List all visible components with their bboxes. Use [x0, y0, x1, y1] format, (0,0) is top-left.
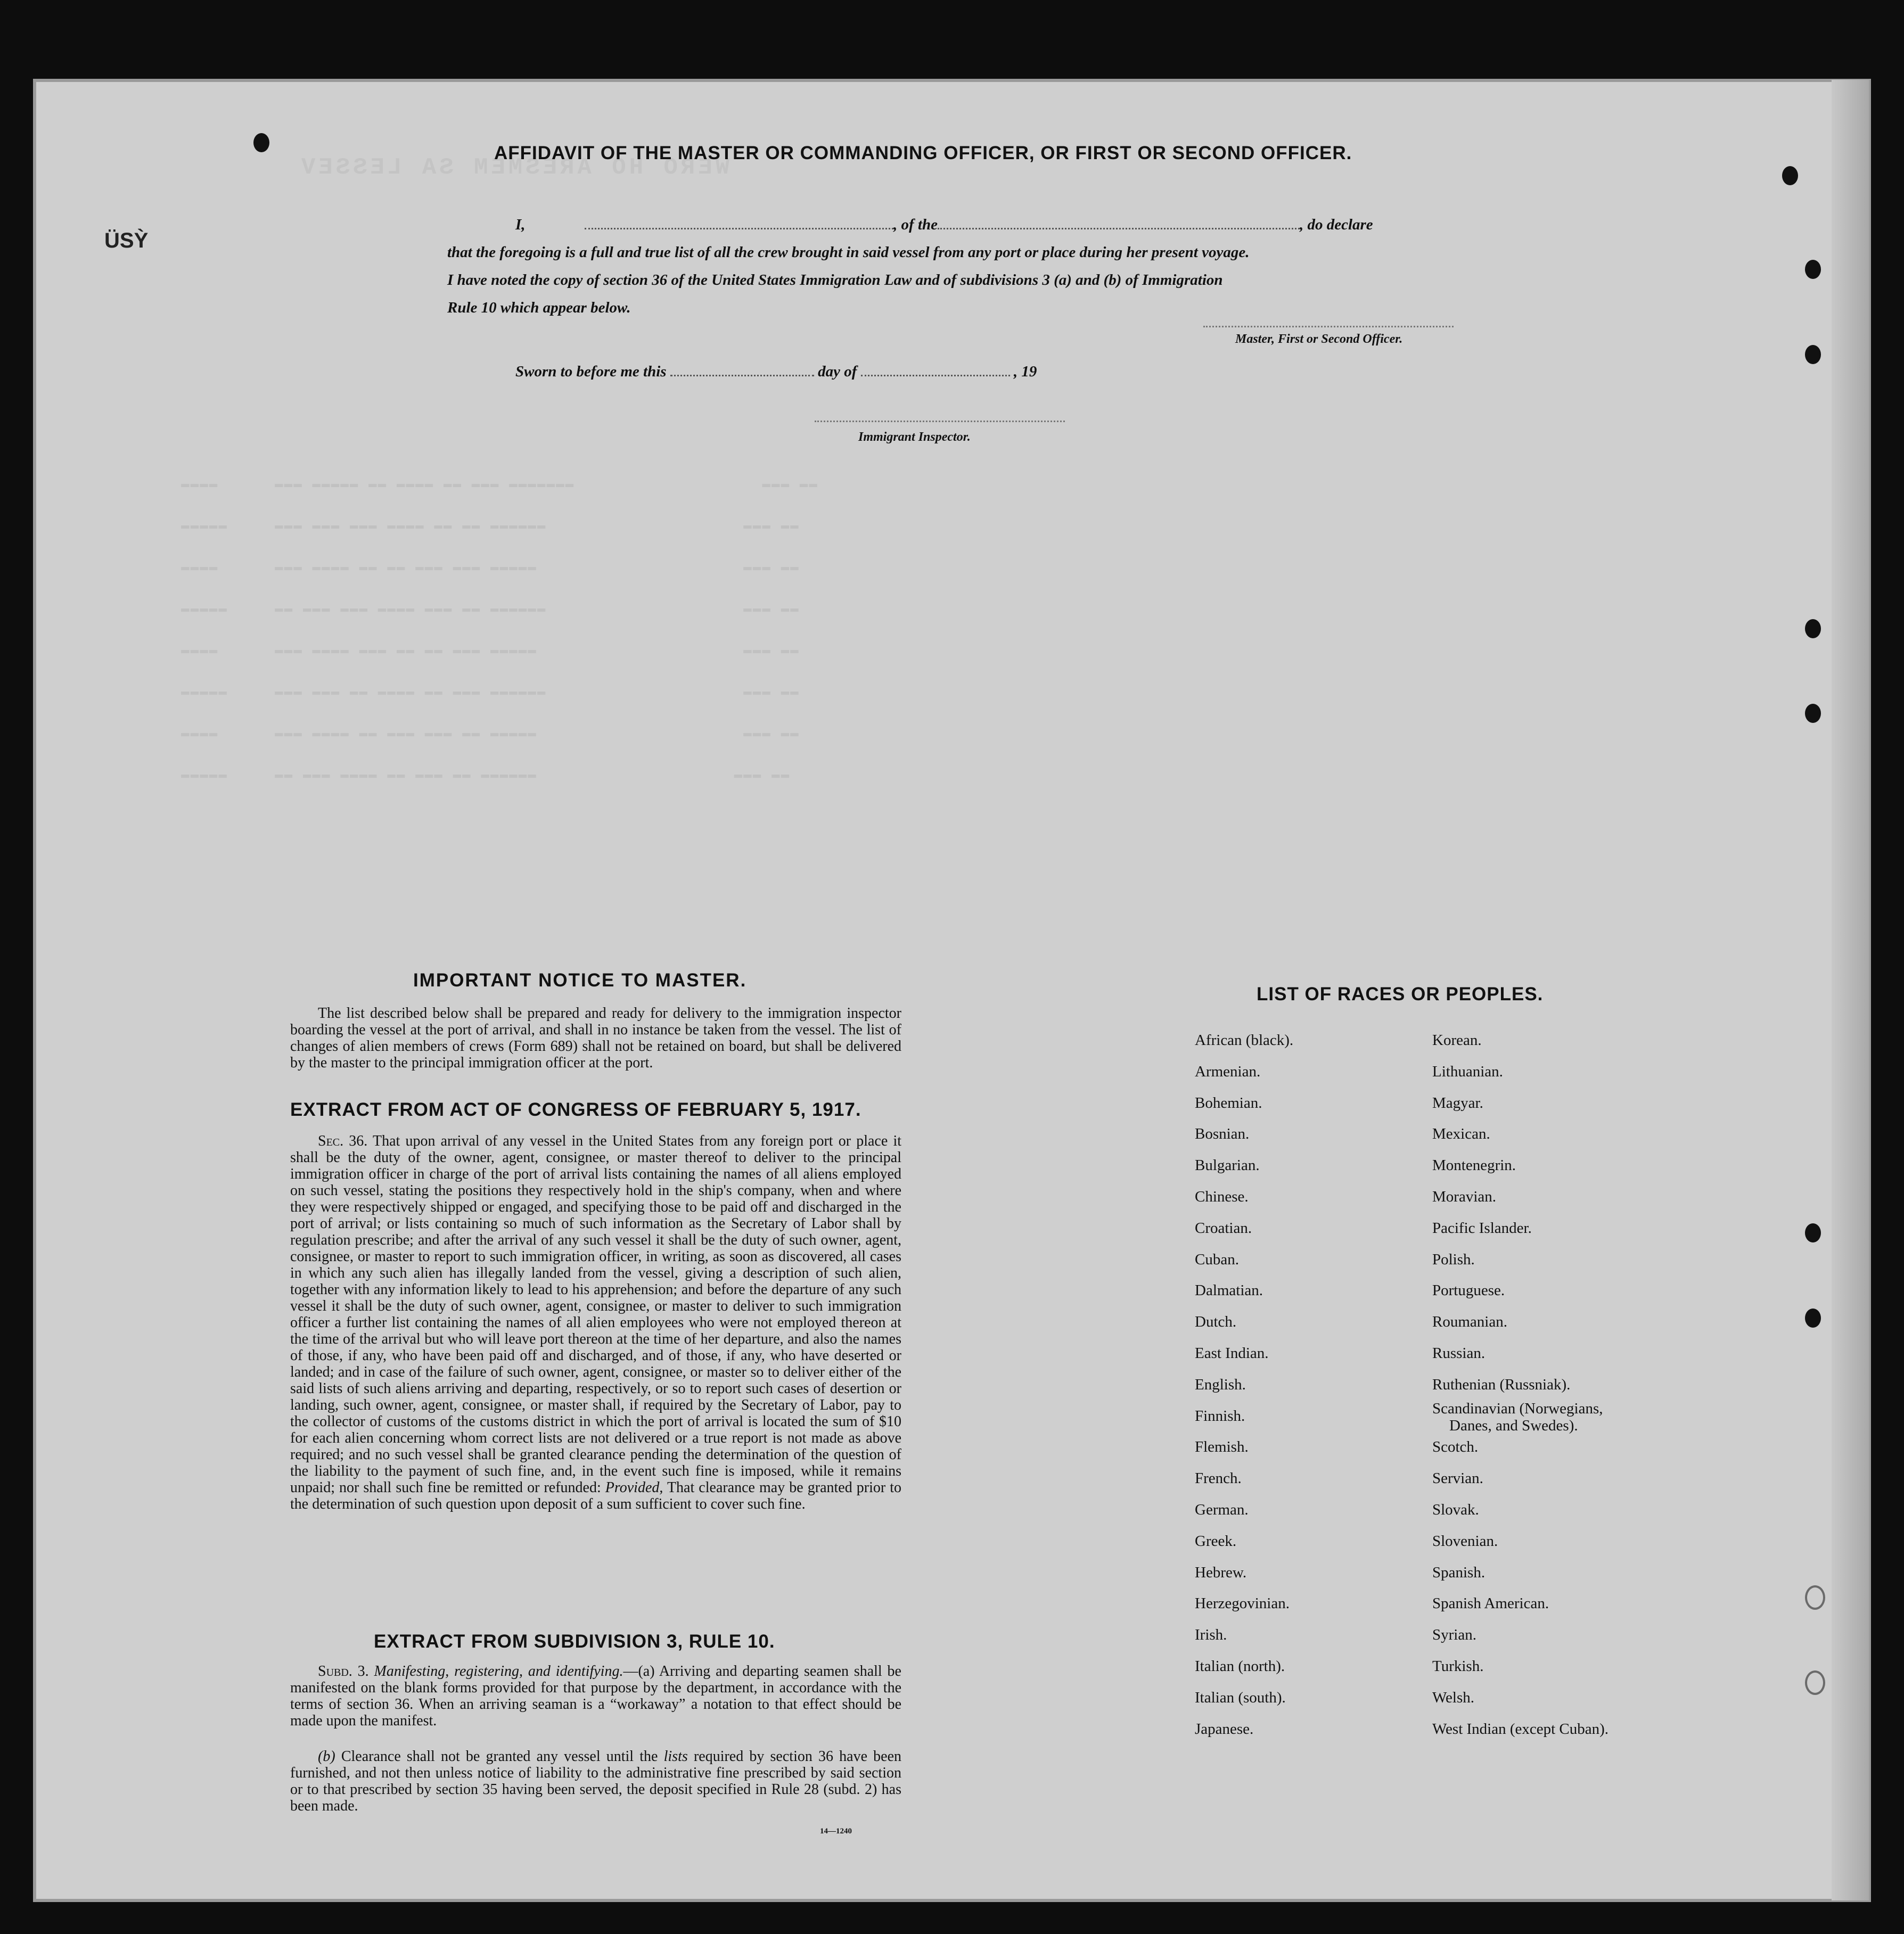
race-item: Servian.: [1432, 1470, 1483, 1487]
race-item: Montenegrin.: [1432, 1157, 1516, 1174]
races-title: LIST OF RACES OR PEOPLES.: [1257, 984, 1544, 1005]
margin-mark: ÜSỲ: [104, 229, 149, 252]
declaration-line-2: I have noted the copy of section 36 of the United States Immigration Law and of subdivisions 3 (a) and (b) of Immigration: [447, 271, 1223, 289]
bleed-through-title: WERO HO ARESMEM SA LESSEV: [298, 154, 730, 181]
race-item: Italian (south).: [1195, 1689, 1286, 1706]
race-item: German.: [1195, 1501, 1249, 1518]
document-sheet: [33, 79, 1871, 1902]
rule-para-a: [290, 1663, 901, 1729]
race-item: Slovenian.: [1432, 1532, 1498, 1550]
race-item: Roumanian.: [1432, 1313, 1507, 1331]
race-item: Croatian.: [1195, 1219, 1252, 1237]
race-item: Finnish.: [1195, 1407, 1245, 1425]
inspector-caption: Immigrant Inspector.: [858, 430, 971, 444]
punch-hole: [1805, 704, 1821, 723]
subd-label: Subd. 3.: [318, 1663, 369, 1680]
vessel-blank[interactable]: [938, 228, 1300, 229]
notice-body: The list described below shall be prepared and ready for delivery to the immigration inspector boarding the vessel at the port of arrival, and shall in no instance be taken from the vessel. The list of changes of alien members of crews (Form 689) shall not be retained on board, but shall be delivered by the master to the principal immigration officer at the port.: [290, 1005, 901, 1071]
punch-hole: [253, 133, 269, 152]
punch-hole: [1805, 1585, 1825, 1610]
page-edge-shadow: [1832, 80, 1869, 1900]
race-item: Pacific Islander.: [1432, 1219, 1532, 1237]
affidavit-title: AFFIDAVIT OF THE MASTER OR COMMANDING OFFICER, OR FIRST OR SECOND OFFICER.: [494, 143, 1352, 163]
race-item: Korean.: [1432, 1032, 1482, 1049]
sworn-label: Sworn to before me this: [515, 363, 667, 380]
race-item: Chinese.: [1195, 1188, 1249, 1205]
race-item: Ruthenian (Russniak).: [1432, 1376, 1571, 1393]
race-item: Cuban.: [1195, 1250, 1239, 1268]
act-body: [290, 1133, 901, 1512]
act-text: That upon arrival of any vessel in the United States from any foreign port or place it shall be the duty of the owner, agent, consignee, or master thereof to deliver to the principal immigration officer in charge of the port of arrival lists containing the names of all aliens employed on such vessel, stating the positions they respectively hold in the ship's company, when and where they were respectively shipped or engaged, and specifying those to be paid off and discharged in the port of arrival; or lists containing so much of such information as the Secretary of Labor shall by regulation prescribe; and after the arrival of any such vessel it shall be the duty of such owner, agent, consignee, or master to report to such immigration officer, in writing, as soon as discovered, all cases in which any such alien has illegally landed from the vessel, giving a description of such alien, together with any information likely to lead to his apprehension; and before the departure of any such vessel it shall be the duty of such owner, agent, consignee, or master to deliver to such immigration officer a further list containing the names of all alien employees who were not employed thereon at the time of the arrival but who will leave port thereon at the time of her departure, and also the names of those, if any, who have been paid off and discharged, and of those, if any, who have deserted or landed; and in case of the failure of such owner, agent, consignee, or master so to deliver either of the said lists of such aliens arriving and departing, respectively, or so to report such cases of desertion or landing, such owner, agent, consignee, or master shall, if required by the Secretary of Labor, pay to the collector of customs of the customs district in which the port of arrival is located the sum of $10 for each alien concerning whom correct lists are not delivered or a true report is not made as above required; and no such vessel shall be granted clearance pending the determination of the question of the liability to the payment of such fine, and, in the event such fine is imposed, while it remains unpaid; nor shall such fine be remitted or refunded:: [290, 1133, 901, 1496]
race-item: Turkish.: [1432, 1658, 1484, 1675]
race-item: Lithuanian.: [1432, 1063, 1503, 1080]
para-b-label: (b): [318, 1748, 335, 1765]
punch-hole: [1805, 619, 1821, 638]
sworn-day-blank[interactable]: [670, 375, 814, 376]
race-item: Scotch.: [1432, 1438, 1479, 1456]
punch-hole: [1805, 260, 1821, 279]
officer-signature-line[interactable]: [1203, 326, 1454, 327]
sec-label: Sec. 36.: [318, 1133, 368, 1149]
declaration-line-0: [447, 211, 1470, 238]
notice-title: IMPORTANT NOTICE TO MASTER.: [413, 970, 747, 991]
para-b-text-2: required by section 36 have been furnished, and not then unless notice of liability to the administrative fine prescribed by said section or to that prescribed by section 35 having been served, the deposit specified in Rule 28 (subd. 2) has been made.: [290, 1748, 902, 1814]
race-item: Italian (north).: [1195, 1658, 1285, 1675]
punch-hole: [1805, 1670, 1825, 1695]
race-item: Spanish.: [1432, 1563, 1486, 1581]
race-item: Irish.: [1195, 1626, 1227, 1644]
act-text-end: That clearance may be granted prior to the determination of such question upon deposit of a sum sufficient to cover such fine.: [290, 1479, 902, 1512]
race-item: French.: [1195, 1470, 1242, 1487]
declaration-line-1: that the foregoing is a full and true list of all the crew brought in said vessel from any port or place during her present voyage.: [447, 244, 1250, 261]
race-item: Mexican.: [1432, 1125, 1490, 1143]
provided-label: Provided,: [605, 1479, 663, 1496]
year-label: , 19: [1013, 363, 1037, 380]
day-of-label: day of: [818, 363, 857, 380]
bleed-through-rows: ▬▬▬▬ ▬▬▬ ▬▬▬▬▬ ▬▬ ▬▬▬▬ ▬▬ ▬▬▬ ▬▬▬▬▬▬▬ ▬▬▬ ▬▬ ▬▬▬▬▬ ▬▬▬ ▬▬▬ ▬▬▬ ▬▬▬▬ ▬▬ ▬▬ ▬▬▬▬▬▬ ▬▬▬ ▬▬ ▬▬▬▬ ▬▬▬ ▬▬▬▬ ▬▬ ▬▬ ▬▬▬ ▬▬▬ ▬▬▬▬▬ ▬▬▬ ▬▬ ▬▬▬▬▬ ▬▬ ▬▬▬ ▬▬▬ ▬▬▬▬ ▬▬▬ ▬▬ ▬▬▬▬▬▬ ▬▬▬ ▬▬ ▬▬▬▬ ▬▬▬ ▬▬▬▬ ▬▬▬ ▬▬ ▬▬ ▬▬▬ ▬▬▬▬▬ ▬▬▬ ▬▬ ▬▬▬▬▬ ▬▬▬ ▬▬▬ ▬▬ ▬▬▬▬ ▬▬ ▬▬▬ ▬▬▬▬▬▬ ▬▬▬ ▬▬ ▬▬▬▬ ▬▬▬ ▬▬▬▬ ▬▬ ▬▬▬ ▬▬▬ ▬▬ ▬▬▬▬▬ ▬▬▬ ▬▬ ▬▬▬▬▬ ▬▬ ▬▬▬ ▬▬▬▬ ▬▬ ▬▬▬ ▬▬ ▬▬▬▬▬▬ ▬▬▬ ▬▬: [181, 476, 818, 783]
race-item: Bulgarian.: [1195, 1157, 1260, 1174]
affidavit-declaration: [447, 211, 1470, 322]
race-item: Welsh.: [1432, 1689, 1475, 1706]
race-item: Scandinavian (Norwegians,: [1432, 1400, 1603, 1417]
race-item: Armenian.: [1195, 1063, 1261, 1080]
rule-para-b: [290, 1748, 901, 1814]
race-item: East Indian.: [1195, 1345, 1269, 1362]
race-item: English.: [1195, 1376, 1246, 1393]
para-a-text: —(a) Arriving and departing seamen shall be manifested on the blank forms provided for that purpose by the department, in accordance with the terms of section 36. When an arriving seaman is a “workaway” a notation to that effect should be made upon the manifest.: [290, 1663, 901, 1729]
of-the-label: , of the: [893, 216, 938, 233]
para-b-lists: lists: [663, 1748, 688, 1765]
inspector-signature-line[interactable]: [815, 421, 1065, 422]
i-label: I,: [515, 216, 526, 233]
race-item: Portuguese.: [1432, 1282, 1505, 1299]
subd-heading: Manifesting, registering, and identifying.: [374, 1663, 623, 1680]
race-item: Bohemian.: [1195, 1094, 1262, 1112]
race-item: Bosnian.: [1195, 1125, 1250, 1143]
race-item-continuation: Danes, and Swedes).: [1449, 1417, 1578, 1434]
race-item: Moravian.: [1432, 1188, 1496, 1205]
officer-caption: Master, First or Second Officer.: [1235, 332, 1403, 346]
act-title: EXTRACT FROM ACT OF CONGRESS OF FEBRUARY 5, 1917.: [290, 1099, 861, 1120]
race-item: Greek.: [1195, 1532, 1237, 1550]
race-item: West Indian (except Cuban).: [1432, 1720, 1609, 1738]
name-blank[interactable]: [585, 228, 893, 229]
sworn-month-blank[interactable]: [861, 375, 1010, 376]
race-item: African (black).: [1195, 1032, 1294, 1049]
punch-hole: [1782, 166, 1798, 185]
race-item: Hebrew.: [1195, 1563, 1247, 1581]
race-item: Flemish.: [1195, 1438, 1249, 1456]
race-item: Dutch.: [1195, 1313, 1237, 1331]
punch-hole: [1805, 1223, 1821, 1242]
race-item: Syrian.: [1432, 1626, 1476, 1644]
race-item: Russian.: [1432, 1345, 1486, 1362]
sworn-line: [515, 363, 1037, 381]
punch-hole: [1805, 1308, 1821, 1328]
race-item: Slovak.: [1432, 1501, 1479, 1518]
race-item: Magyar.: [1432, 1094, 1483, 1112]
race-item: Spanish American.: [1432, 1595, 1549, 1612]
punch-hole: [1805, 345, 1821, 364]
para-b-text-1: Clearance shall not be granted any vessel until the: [341, 1748, 658, 1765]
race-item: Polish.: [1432, 1250, 1475, 1268]
rule-title: EXTRACT FROM SUBDIVISION 3, RULE 10.: [374, 1631, 775, 1652]
form-number: 14—1240: [820, 1827, 852, 1836]
race-item: Dalmatian.: [1195, 1282, 1263, 1299]
do-declare-label: , do declare: [1299, 216, 1373, 233]
race-item: Herzegovinian.: [1195, 1595, 1290, 1612]
declaration-line-3: Rule 10 which appear below.: [447, 299, 631, 316]
race-item: Japanese.: [1195, 1720, 1254, 1738]
